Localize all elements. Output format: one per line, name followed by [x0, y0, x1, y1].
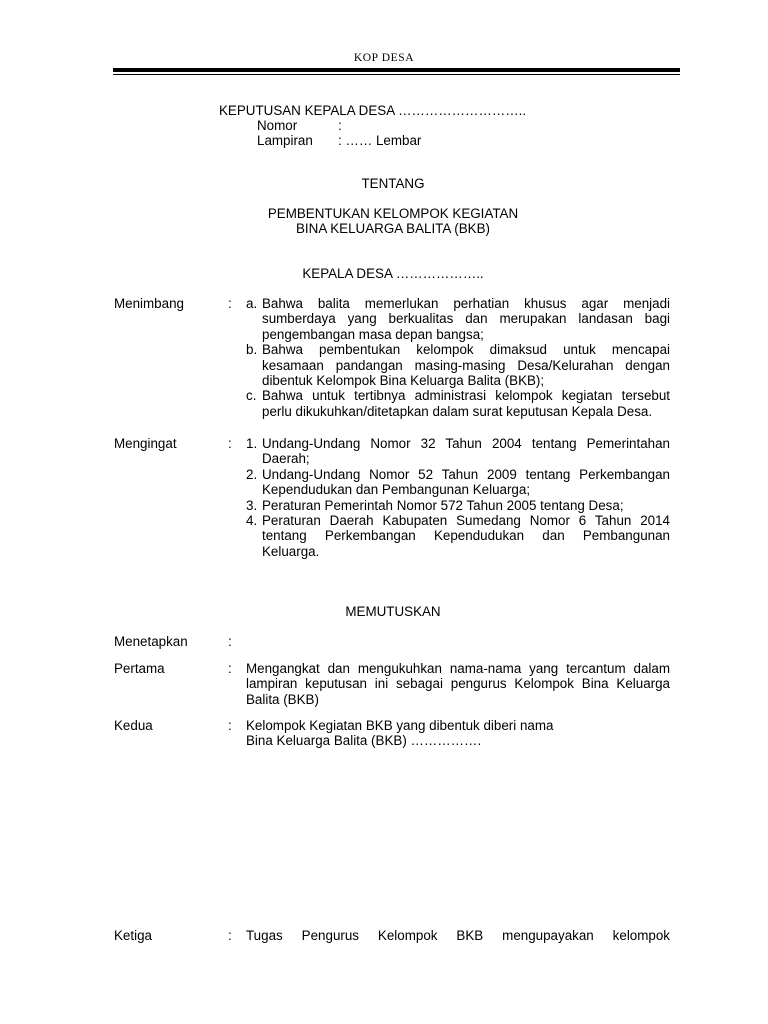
tentang-heading: TENTANG — [361, 176, 425, 191]
pertama-colon: : — [228, 661, 232, 676]
kedua-line-2: Bina Keluarga Balita (BKB) ……………. — [246, 733, 482, 749]
mengingat-item-3: 3. Peraturan Pemerintah Nomor 572 Tahun 2005 tentang Desa; — [246, 497, 624, 513]
kepala-desa-heading: KEPALA DESA ……………….. — [302, 266, 484, 281]
kedua-label: Kedua — [114, 718, 153, 733]
nomor-colon: : — [338, 118, 342, 133]
kedua-text — [246, 718, 670, 749]
kedua-line-1: Kelompok Kegiatan BKB yang dibentuk diberi nama — [246, 718, 554, 733]
ketiga-label: Ketiga — [114, 928, 152, 943]
nomor-label: Nomor — [257, 118, 298, 133]
mengingat-item-4: 4. Peraturan Daerah Kabupaten Sumedang Nomor 6 Tahun 2014 tentang Perkembangan Kependudukan dan Pembangunan Keluarga. — [246, 513, 670, 559]
pertama-label: Pertama — [114, 661, 165, 676]
mengingat-item-1: 1. Undang-Undang Nomor 32 Tahun 2004 tentang Pemerintahan Daerah; — [246, 436, 670, 467]
menetapkan-colon: : — [228, 634, 232, 649]
lampiran-value: : …… Lembar — [338, 133, 422, 148]
memutuskan-heading: MEMUTUSKAN — [345, 604, 441, 619]
menimbang-label: Menimbang — [114, 296, 184, 311]
lampiran-label: Lampiran — [257, 133, 313, 148]
decree-title: KEPUTUSAN KEPALA DESA ……………………….. — [219, 103, 527, 118]
menimbang-item-a: a. Bahwa balita memerlukan perhatian khusus agar menjadi sumberdaya yang berkualitas dan merupakan landasan bagi pengembangan masa depan bangsa; — [246, 296, 670, 342]
subject-line-2: BINA KELUARGA BALITA (BKB) — [296, 221, 490, 236]
menimbang-colon: : — [228, 296, 232, 311]
letterhead-rule-thin — [113, 74, 680, 75]
letterhead-kop-desa: KOP DESA — [353, 52, 415, 64]
mengingat-item-2: 2. Undang-Undang Nomor 52 Tahun 2009 tentang Perkembangan Kependudukan dan Pembangunan Keluarga; — [246, 466, 670, 498]
menetapkan-label: Menetapkan — [114, 634, 188, 649]
mengingat-colon: : — [228, 436, 232, 451]
menimbang-item-b: b. Bahwa pembentukan kelompok dimaksud untuk mencapai kesamaan pandangan masing-masing Desa/Kelurahan dengan dibentuk Kelompok Bina Keluarga Balita (BKB); — [246, 342, 670, 389]
ketiga-text: Tugas Pengurus Kelompok BKB mengupayakan kelompok — [246, 928, 670, 943]
kedua-colon: : — [228, 718, 232, 733]
ketiga-colon: : — [228, 928, 232, 943]
subject-line-1: PEMBENTUKAN KELOMPOK KEGIATAN — [267, 206, 519, 221]
letterhead-rule-thick — [113, 68, 680, 72]
pertama-text: Mengangkat dan mengukuhkan nama-nama yang tercantum dalam lampiran keputusan ini sebagai pengurus Kelompok Bina Keluarga Balita (BKB) — [246, 661, 670, 707]
mengingat-label: Mengingat — [114, 436, 177, 451]
menimbang-item-c: c. Bahwa untuk tertibnya administrasi kelompok kegiatan tersebut perlu dikukuhkan/ditetapkan dalam surat keputusan Kepala Desa. — [246, 388, 670, 419]
